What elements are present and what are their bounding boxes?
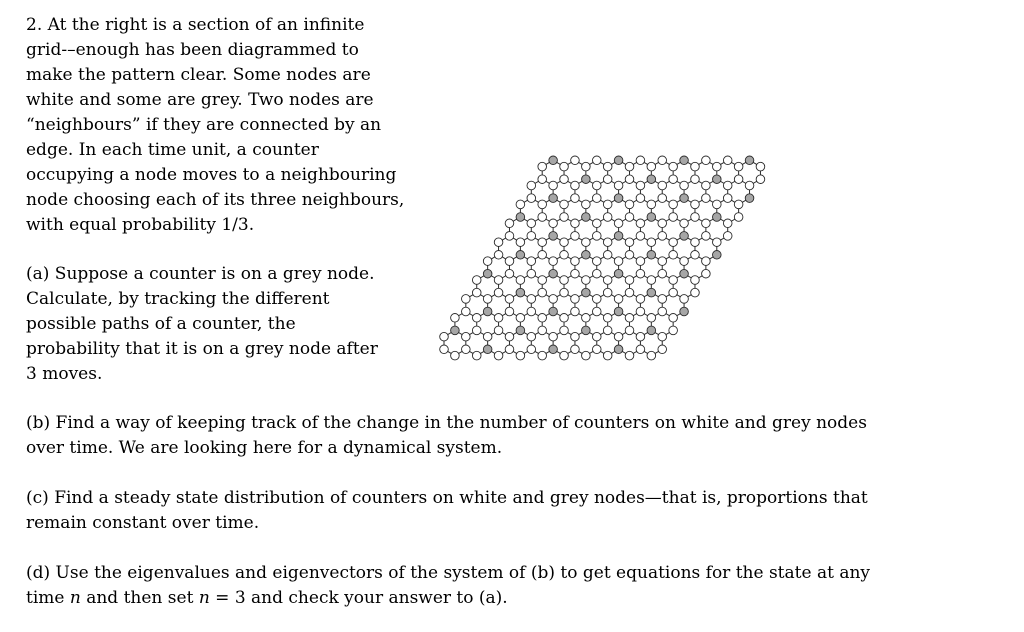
white-node [734, 175, 743, 184]
white-node [516, 314, 525, 323]
white-node [614, 219, 623, 228]
grey-node [582, 213, 591, 222]
part-c [26, 486, 986, 536]
white-node [549, 332, 558, 341]
white-node [625, 162, 634, 171]
part-d-text: = 3 and check your answer to (a). [209, 588, 508, 608]
white-node [582, 162, 591, 171]
white-node [592, 332, 601, 341]
white-node [669, 213, 678, 222]
grey-node [712, 251, 721, 260]
white-node [614, 295, 623, 304]
grey-node [582, 251, 591, 260]
grey-node [614, 232, 623, 241]
white-node [636, 219, 645, 228]
intro-line: edge. In each time unit, a counter [26, 140, 319, 160]
grey-node [647, 251, 656, 260]
white-node [712, 162, 721, 171]
white-node [603, 251, 612, 260]
white-node [680, 181, 689, 190]
grey-node [614, 194, 623, 203]
white-node [505, 219, 514, 228]
part-c-line: (c) Find a steady state distribution of counters on white and grey nodes—that is, proportions that [26, 488, 868, 508]
variable-n: n [198, 588, 210, 608]
white-node [516, 238, 525, 247]
white-node [658, 181, 667, 190]
grey-node [680, 156, 689, 165]
white-node [462, 332, 471, 341]
grey-node [680, 269, 689, 278]
grey-node [516, 213, 525, 222]
grey-node [549, 269, 558, 278]
white-node [669, 288, 678, 297]
grey-node [549, 194, 558, 203]
white-node [625, 326, 634, 335]
grey-node [680, 232, 689, 241]
white-node [669, 276, 678, 285]
white-node [516, 200, 525, 209]
white-node [571, 269, 580, 278]
white-node [625, 238, 634, 247]
white-node [636, 269, 645, 278]
white-node [702, 232, 711, 241]
white-node [691, 162, 700, 171]
white-node [680, 257, 689, 266]
part-d [26, 561, 986, 611]
white-node [723, 219, 732, 228]
part-a-line: Calculate, by tracking the different [26, 289, 330, 309]
white-node [549, 295, 558, 304]
white-node [625, 175, 634, 184]
white-node [494, 288, 503, 297]
white-node [658, 332, 667, 341]
part-b-line: (b) Find a way of keeping track of the change in the number of counters on white and grey nodes [26, 413, 867, 433]
part-a-line: (a) Suppose a counter is on a grey node. [26, 264, 375, 284]
white-node [527, 181, 536, 190]
white-node [658, 269, 667, 278]
white-node [691, 213, 700, 222]
white-node [527, 307, 536, 316]
white-node [603, 351, 612, 360]
intro-line: occupying a node moves to a neighbouring [26, 165, 397, 185]
white-node [571, 194, 580, 203]
white-node [538, 175, 547, 184]
white-node [538, 276, 547, 285]
white-node [669, 162, 678, 171]
grey-node [549, 232, 558, 241]
intro-line: with equal probability 1/3. [26, 215, 255, 235]
white-node [647, 200, 656, 209]
white-node [756, 175, 765, 184]
part-d-text: and then set [80, 588, 199, 608]
white-node [538, 351, 547, 360]
white-node [647, 351, 656, 360]
white-node [538, 314, 547, 323]
white-node [571, 257, 580, 266]
white-node [538, 251, 547, 260]
white-node [483, 257, 492, 266]
white-node [505, 345, 514, 354]
grey-node [614, 345, 623, 354]
white-node [625, 213, 634, 222]
white-node [538, 238, 547, 247]
white-node [658, 219, 667, 228]
white-node [560, 162, 569, 171]
white-node [691, 238, 700, 247]
white-node [560, 200, 569, 209]
grey-node [647, 213, 656, 222]
grey-node [582, 175, 591, 184]
white-node [505, 307, 514, 316]
white-node [571, 307, 580, 316]
white-node [592, 307, 601, 316]
white-node [614, 257, 623, 266]
white-node [527, 219, 536, 228]
grey-node [582, 288, 591, 297]
hexagonal-lattice-diagram [430, 15, 1010, 365]
white-node [440, 345, 449, 354]
grey-node [483, 307, 492, 316]
white-node [571, 295, 580, 304]
white-node [647, 238, 656, 247]
grey-node [647, 326, 656, 335]
white-node [669, 314, 678, 323]
white-node [592, 181, 601, 190]
white-node [494, 238, 503, 247]
grey-node [549, 307, 558, 316]
part-d-line: (d) Use the eigenvalues and eigenvectors of the system of (b) to get equations for the state at any [26, 563, 871, 583]
white-node [669, 175, 678, 184]
white-node [592, 269, 601, 278]
white-node [723, 181, 732, 190]
white-node [658, 232, 667, 241]
intro-line: white and some are grey. Two nodes are [26, 90, 374, 110]
white-node [702, 194, 711, 203]
white-node [636, 181, 645, 190]
white-node [592, 345, 601, 354]
grey-node [614, 156, 623, 165]
white-node [527, 194, 536, 203]
white-node [702, 181, 711, 190]
white-node [625, 314, 634, 323]
part-a-line: probability that it is on a grey node after [26, 339, 378, 359]
white-node [483, 332, 492, 341]
white-node [603, 314, 612, 323]
part-c-line: remain constant over time. [26, 513, 260, 533]
white-node [603, 213, 612, 222]
white-node [549, 219, 558, 228]
grey-node [712, 213, 721, 222]
white-node [505, 269, 514, 278]
white-node [603, 276, 612, 285]
grey-node [516, 326, 525, 335]
white-node [592, 156, 601, 165]
white-node [527, 332, 536, 341]
white-node [451, 351, 460, 360]
white-node [636, 156, 645, 165]
grey-node [483, 269, 492, 278]
white-node [745, 181, 754, 190]
white-node [691, 175, 700, 184]
white-node [560, 351, 569, 360]
white-node [560, 314, 569, 323]
white-node [658, 156, 667, 165]
white-node [636, 194, 645, 203]
white-node [538, 162, 547, 171]
white-node [691, 200, 700, 209]
white-node [680, 295, 689, 304]
white-node [505, 295, 514, 304]
grey-node [647, 175, 656, 184]
part-a [26, 262, 426, 387]
white-node [494, 251, 503, 260]
white-node [669, 238, 678, 247]
white-node [582, 200, 591, 209]
white-node [451, 314, 460, 323]
white-node [560, 326, 569, 335]
white-node [592, 219, 601, 228]
grey-node [516, 251, 525, 260]
white-node [669, 251, 678, 260]
white-node [658, 295, 667, 304]
white-node [582, 314, 591, 323]
white-node [494, 351, 503, 360]
white-node [571, 219, 580, 228]
white-node [636, 257, 645, 266]
white-node [636, 295, 645, 304]
white-node [582, 276, 591, 285]
white-node [603, 288, 612, 297]
white-node [462, 295, 471, 304]
grey-node [614, 269, 623, 278]
grey-node [647, 288, 656, 297]
white-node [625, 288, 634, 297]
part-d-text: time [26, 588, 70, 608]
white-node [669, 326, 678, 335]
white-node [702, 156, 711, 165]
intro-line: node choosing each of its three neighbours, [26, 190, 405, 210]
white-node [582, 351, 591, 360]
white-node [494, 276, 503, 285]
white-node [592, 257, 601, 266]
grey-node [451, 326, 460, 335]
white-node [592, 295, 601, 304]
white-node [527, 345, 536, 354]
white-node [582, 238, 591, 247]
white-node [614, 332, 623, 341]
white-node [691, 288, 700, 297]
white-node [658, 345, 667, 354]
white-node [647, 162, 656, 171]
white-node [625, 276, 634, 285]
grey-node [680, 194, 689, 203]
variable-n: n [69, 588, 81, 608]
white-node [571, 232, 580, 241]
white-node [702, 219, 711, 228]
white-node [603, 200, 612, 209]
white-node [462, 345, 471, 354]
white-node [571, 345, 580, 354]
part-a-line: 3 moves. [26, 364, 103, 384]
part-b-line: over time. We are looking here for a dynamical system. [26, 438, 503, 458]
white-node [472, 326, 481, 335]
white-node [560, 276, 569, 285]
white-node [723, 156, 732, 165]
white-node [472, 288, 481, 297]
white-node [440, 332, 449, 341]
grey-node [680, 307, 689, 316]
white-node [658, 307, 667, 316]
grey-node [483, 345, 492, 354]
white-node [571, 332, 580, 341]
white-node [527, 295, 536, 304]
white-node [538, 200, 547, 209]
grey-node [745, 194, 754, 203]
white-node [712, 200, 721, 209]
white-node [734, 162, 743, 171]
grey-node [549, 156, 558, 165]
white-node [625, 251, 634, 260]
white-node [560, 175, 569, 184]
white-node [527, 232, 536, 241]
white-node [472, 276, 481, 285]
white-node [756, 162, 765, 171]
white-node [505, 332, 514, 341]
grey-node [582, 326, 591, 335]
white-node [734, 200, 743, 209]
white-node [516, 276, 525, 285]
white-node [658, 194, 667, 203]
grey-node [516, 288, 525, 297]
white-node [571, 156, 580, 165]
white-node [691, 251, 700, 260]
white-node [625, 351, 634, 360]
grey-node [549, 345, 558, 354]
white-node [636, 332, 645, 341]
intro-line: make the pattern clear. Some nodes are [26, 65, 371, 85]
white-node [462, 307, 471, 316]
white-node [702, 257, 711, 266]
white-node [680, 219, 689, 228]
white-node [592, 232, 601, 241]
white-node [560, 213, 569, 222]
intro-line: grid-–enough has been diagrammed to [26, 40, 359, 60]
white-node [702, 269, 711, 278]
white-node [734, 213, 743, 222]
white-node [538, 326, 547, 335]
white-node [592, 194, 601, 203]
white-node [712, 238, 721, 247]
white-node [472, 351, 481, 360]
white-node [636, 345, 645, 354]
white-node [625, 200, 634, 209]
white-node [647, 276, 656, 285]
white-node [636, 232, 645, 241]
grey-node [745, 156, 754, 165]
white-node [603, 326, 612, 335]
white-node [516, 351, 525, 360]
white-node [603, 175, 612, 184]
lattice-edges [444, 160, 760, 355]
grey-node [614, 307, 623, 316]
white-node [472, 314, 481, 323]
white-node [647, 314, 656, 323]
white-node [636, 307, 645, 316]
white-node [658, 257, 667, 266]
white-node [560, 288, 569, 297]
white-node [538, 213, 547, 222]
white-node [505, 232, 514, 241]
white-node [560, 251, 569, 260]
white-node [538, 288, 547, 297]
white-node [603, 238, 612, 247]
white-node [549, 181, 558, 190]
intro-line: 2. At the right is a section of an infinite [26, 15, 365, 35]
problem-intro [26, 13, 426, 238]
part-a-line: possible paths of a counter, the [26, 314, 296, 334]
part-b [26, 411, 986, 461]
white-node [723, 232, 732, 241]
white-node [571, 181, 580, 190]
white-node [527, 257, 536, 266]
white-node [549, 257, 558, 266]
white-node [669, 200, 678, 209]
white-node [603, 162, 612, 171]
white-node [614, 181, 623, 190]
white-node [505, 257, 514, 266]
intro-line: “neighbours” if they are connected by an [26, 115, 382, 135]
white-node [483, 295, 492, 304]
white-node [691, 276, 700, 285]
white-node [527, 269, 536, 278]
white-node [494, 314, 503, 323]
white-node [723, 194, 732, 203]
white-node [494, 326, 503, 335]
grey-node [712, 175, 721, 184]
white-node [560, 238, 569, 247]
part-d-line [26, 586, 986, 611]
